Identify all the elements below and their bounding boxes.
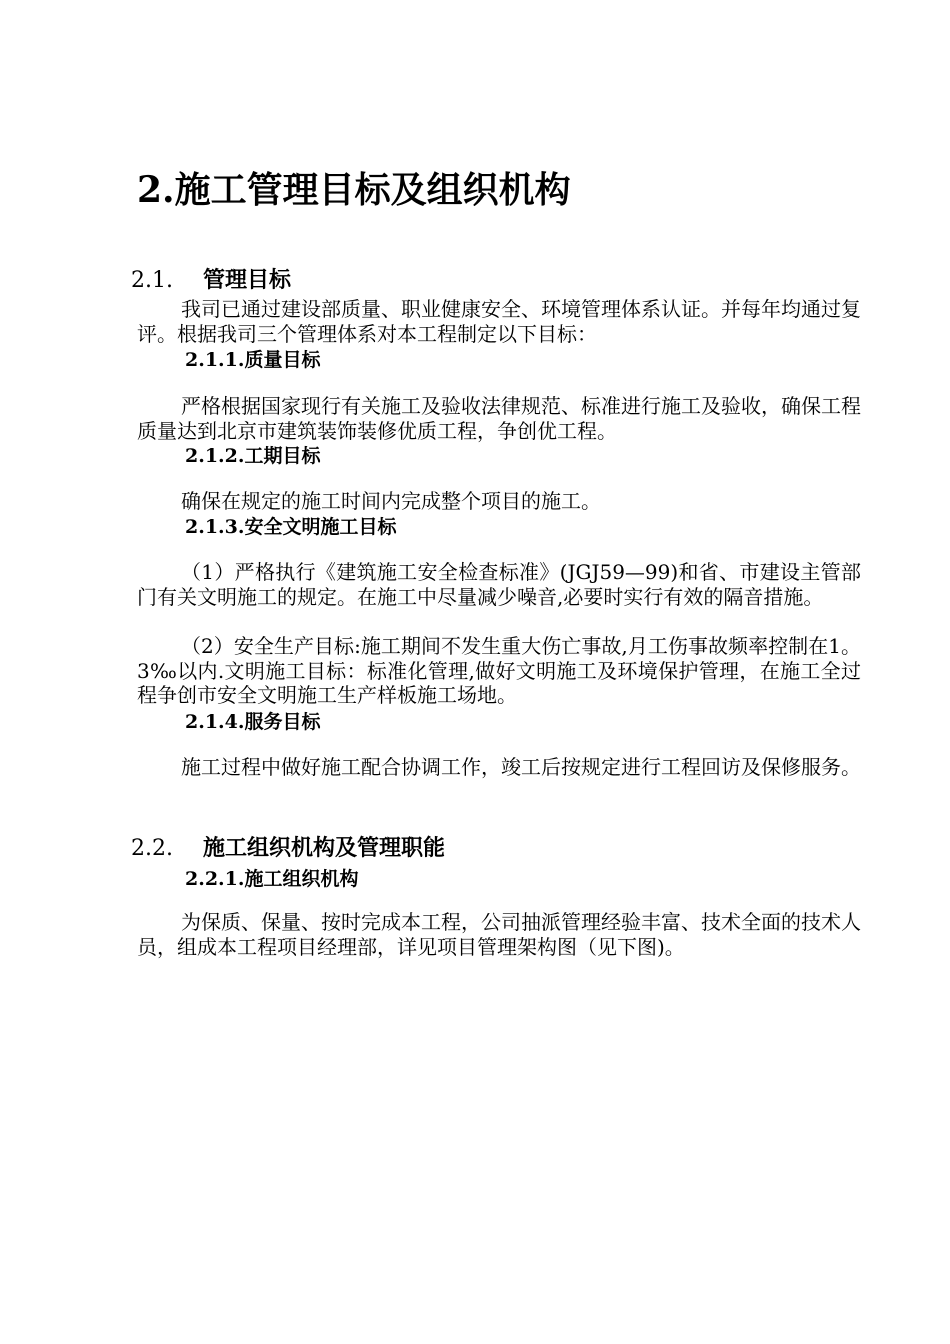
subsection-heading-2-1-2: 2.1.2.工期目标 bbox=[185, 445, 321, 467]
section-title: 管理目标 bbox=[203, 267, 292, 293]
section-number: 2.1. bbox=[131, 268, 173, 293]
section-2-1-intro: 我司已通过建设部质量、职业健康安全、环境管理体系认证。并每年均通过复评。根据我司三个管理体系对本工程制定以下目标： bbox=[137, 297, 861, 346]
section-title: 施工组织机构及管理职能 bbox=[203, 835, 446, 861]
subsection-heading-2-2-1: 2.2.1.施工组织机构 bbox=[185, 868, 359, 890]
subsection-2-1-4-text: 施工过程中做好施工配合协调工作，竣工后按规定进行工程回访及保修服务。 bbox=[181, 755, 861, 779]
subsection-heading-2-1-3: 2.1.3.安全文明施工目标 bbox=[185, 516, 397, 538]
section-heading-2-1 bbox=[131, 266, 291, 295]
subsection-2-1-3-text-1: （1）严格执行《建筑施工安全检查标准》(JGJ59—99)和省、市建设主管部门有关文明施工的规定。在施工中尽量减少噪音,必要时实行有效的隔音措施。 bbox=[137, 560, 861, 609]
subsection-2-1-3-text-2: （2）安全生产目标:施工期间不发生重大伤亡事故,月工伤事故频率控制在1。3‰以内.文明施工目标：标准化管理,做好文明施工及环境保护管理，在施工全过程争创市安全文明施工生产样板施工场地。 bbox=[137, 634, 861, 707]
section-heading-2-2 bbox=[131, 834, 445, 863]
section-number: 2.2. bbox=[131, 836, 173, 861]
subsection-heading-2-1-1: 2.1.1.质量目标 bbox=[185, 349, 321, 371]
subsection-2-2-1-text: 为保质、保量、按时完成本工程，公司抽派管理经验丰富、技术全面的技术人员，组成本工程项目经理部，详见项目管理架构图（见下图)。 bbox=[137, 910, 861, 959]
chapter-title: 2.施工管理目标及组织机构 bbox=[137, 169, 571, 211]
subsection-2-1-1-text: 严格根据国家现行有关施工及验收法律规范、标准进行施工及验收，确保工程质量达到北京市建筑装饰装修优质工程，争创优工程。 bbox=[137, 394, 861, 443]
subsection-2-1-2-text: 确保在规定的施工时间内完成整个项目的施工。 bbox=[181, 489, 601, 513]
subsection-heading-2-1-4: 2.1.4.服务目标 bbox=[185, 711, 321, 733]
